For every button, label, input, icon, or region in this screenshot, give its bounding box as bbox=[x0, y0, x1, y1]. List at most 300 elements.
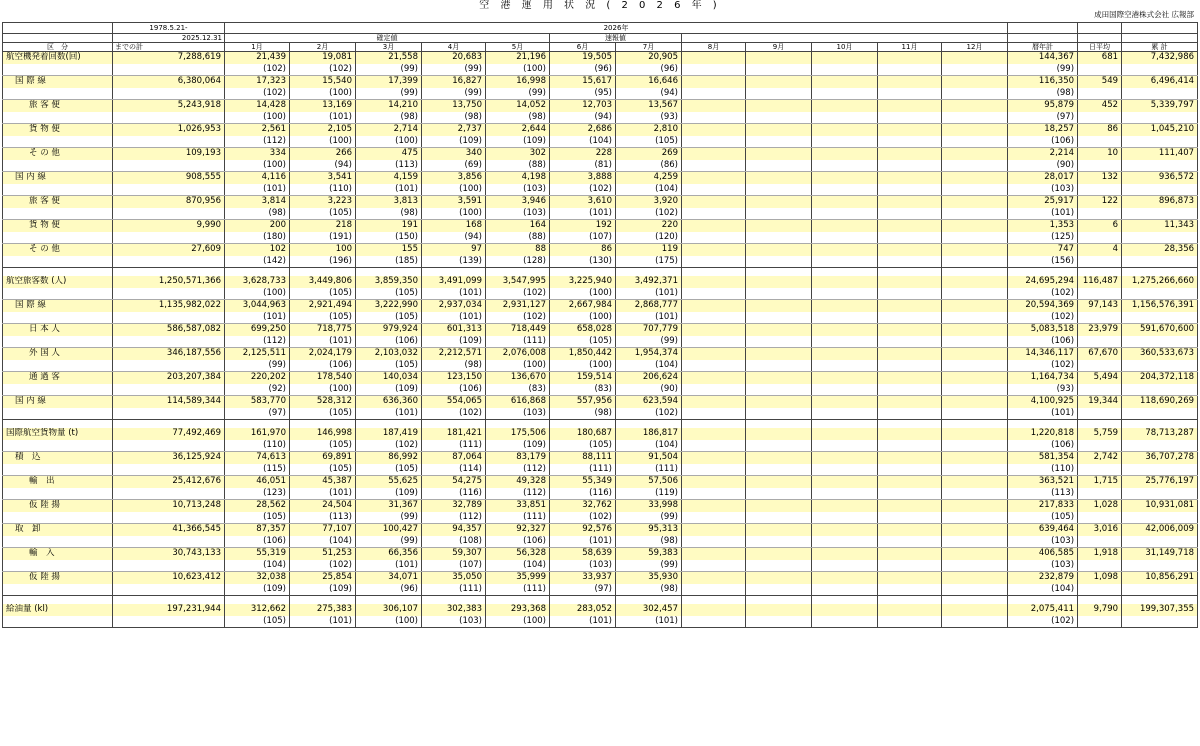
cell-month-value bbox=[682, 348, 746, 360]
cell-month-value: 181,421 bbox=[422, 428, 486, 440]
cell-month-ratio bbox=[682, 112, 746, 124]
row-label: 国 内 線 bbox=[3, 172, 113, 184]
cell-total: 936,572 bbox=[1122, 172, 1198, 184]
cell-month-ratio bbox=[812, 160, 878, 172]
cell-month-ratio bbox=[812, 560, 878, 572]
cell-daily: 10 bbox=[1078, 148, 1122, 160]
empty-cell bbox=[3, 384, 113, 396]
cell-month-value bbox=[746, 476, 812, 488]
empty-cell bbox=[616, 596, 682, 605]
cell-month-value: 15,617 bbox=[550, 76, 616, 88]
empty-cell bbox=[113, 208, 225, 220]
cell-month-value bbox=[812, 524, 878, 536]
empty-cell bbox=[3, 360, 113, 372]
cell-month-ratio: (185) bbox=[356, 256, 422, 268]
empty-cell bbox=[290, 420, 356, 429]
cell-month-ratio: (100) bbox=[550, 360, 616, 372]
cell-month-value bbox=[942, 428, 1008, 440]
cell-month-value: 25,854 bbox=[290, 572, 356, 584]
cell-month-ratio: (100) bbox=[356, 616, 422, 628]
cell-ytd-ratio: (106) bbox=[1008, 440, 1078, 452]
cell-month-ratio bbox=[878, 232, 942, 244]
empty-cell bbox=[356, 268, 422, 277]
cell-ytd: 20,594,369 bbox=[1008, 300, 1078, 312]
empty-cell bbox=[1122, 616, 1198, 628]
cell-ytd-ratio: (102) bbox=[1008, 288, 1078, 300]
cell-month-value: 87,357 bbox=[225, 524, 290, 536]
cell-month-value: 275,383 bbox=[290, 604, 356, 616]
cell-month-value: 475 bbox=[356, 148, 422, 160]
cell-month-ratio: (105) bbox=[290, 464, 356, 476]
cell-month-value bbox=[942, 500, 1008, 512]
empty-cell bbox=[3, 408, 113, 420]
cell-month-value: 2,921,494 bbox=[290, 300, 356, 312]
cell-month-ratio bbox=[746, 512, 812, 524]
cell-month-ratio: (104) bbox=[616, 360, 682, 372]
cell-month-ratio: (97) bbox=[225, 408, 290, 420]
cell-total: 10,931,081 bbox=[1122, 500, 1198, 512]
cell-month-ratio: (90) bbox=[616, 384, 682, 396]
empty-cell bbox=[1078, 136, 1122, 148]
cell-month-value bbox=[746, 548, 812, 560]
cell-month-value: 21,558 bbox=[356, 52, 422, 64]
cell-month-value bbox=[878, 396, 942, 408]
cell-month-value bbox=[812, 220, 878, 232]
cell-daily: 5,759 bbox=[1078, 428, 1122, 440]
cell-month-value: 97 bbox=[422, 244, 486, 256]
empty-cell bbox=[225, 420, 290, 429]
cell-month-ratio: (109) bbox=[486, 136, 550, 148]
cell-month-value: 55,319 bbox=[225, 548, 290, 560]
empty-cell bbox=[616, 420, 682, 429]
row-label: 輸 入 bbox=[3, 548, 113, 560]
cell-month-ratio bbox=[682, 536, 746, 548]
row-label: 旅 客 便 bbox=[3, 100, 113, 112]
cell-month-value: 35,050 bbox=[422, 572, 486, 584]
cell-month-ratio bbox=[878, 184, 942, 196]
cell-month-ratio: (109) bbox=[225, 584, 290, 596]
table-row bbox=[3, 52, 1198, 64]
cell-month-value: 14,428 bbox=[225, 100, 290, 112]
cell-month-value bbox=[746, 148, 812, 160]
cell-month-ratio: (111) bbox=[486, 512, 550, 524]
cell-month-ratio bbox=[812, 584, 878, 596]
table-row bbox=[3, 572, 1198, 584]
cell-month-ratio: (105) bbox=[550, 336, 616, 348]
empty-cell bbox=[942, 268, 1008, 277]
cell-ytd: 581,354 bbox=[1008, 452, 1078, 464]
cell-month-ratio bbox=[746, 288, 812, 300]
cell-daily: 67,670 bbox=[1078, 348, 1122, 360]
empty-cell bbox=[113, 464, 225, 476]
cell-month-value bbox=[746, 604, 812, 616]
cell-month-ratio bbox=[812, 360, 878, 372]
cell-month-ratio: (105) bbox=[356, 288, 422, 300]
cell-month-ratio: (99) bbox=[486, 88, 550, 100]
empty-cell bbox=[3, 440, 113, 452]
cell-ytd: 1,220,818 bbox=[1008, 428, 1078, 440]
cell-month-ratio: (101) bbox=[550, 536, 616, 548]
cell-month-value: 2,937,034 bbox=[422, 300, 486, 312]
cell-daily: 1,098 bbox=[1078, 572, 1122, 584]
cell-month-ratio bbox=[682, 616, 746, 628]
cell-month-value: 312,662 bbox=[225, 604, 290, 616]
cell-month-value: 86 bbox=[550, 244, 616, 256]
cell-month-value bbox=[878, 148, 942, 160]
cell-month-ratio bbox=[878, 616, 942, 628]
cell-month-ratio bbox=[942, 112, 1008, 124]
cell-month-value bbox=[812, 500, 878, 512]
cell-cumulative: 77,492,469 bbox=[113, 428, 225, 440]
empty-cell bbox=[1078, 360, 1122, 372]
cell-daily: 549 bbox=[1078, 76, 1122, 88]
empty-cell bbox=[1078, 464, 1122, 476]
header-month: 2月 bbox=[290, 43, 356, 52]
cell-month-ratio: (109) bbox=[356, 488, 422, 500]
empty-cell bbox=[113, 584, 225, 596]
cell-month-value bbox=[878, 52, 942, 64]
empty-cell bbox=[1078, 268, 1122, 277]
cell-ytd: 1,353 bbox=[1008, 220, 1078, 232]
empty-cell bbox=[113, 232, 225, 244]
cell-month-value bbox=[682, 276, 746, 288]
cell-ytd-ratio: (103) bbox=[1008, 560, 1078, 572]
empty-cell bbox=[1078, 616, 1122, 628]
cell-month-ratio: (112) bbox=[486, 464, 550, 476]
empty-cell bbox=[1122, 312, 1198, 324]
empty-cell bbox=[1008, 420, 1078, 429]
cell-month-ratio: (142) bbox=[225, 256, 290, 268]
cell-month-ratio: (112) bbox=[225, 336, 290, 348]
cell-month-value: 3,628,733 bbox=[225, 276, 290, 288]
cell-month-value bbox=[746, 220, 812, 232]
cell-month-ratio bbox=[878, 488, 942, 500]
cell-month-ratio: (180) bbox=[225, 232, 290, 244]
cell-month-ratio: (103) bbox=[422, 616, 486, 628]
cell-month-value: 4,198 bbox=[486, 172, 550, 184]
cell-month-value: 2,644 bbox=[486, 124, 550, 136]
cell-total: 360,533,673 bbox=[1122, 348, 1198, 360]
cell-ytd-ratio: (103) bbox=[1008, 536, 1078, 548]
cell-month-value: 192 bbox=[550, 220, 616, 232]
cell-month-value bbox=[942, 52, 1008, 64]
cell-ytd: 639,464 bbox=[1008, 524, 1078, 536]
cell-total: 118,690,269 bbox=[1122, 396, 1198, 408]
cell-cumulative: 586,587,082 bbox=[113, 324, 225, 336]
cell-month-ratio bbox=[878, 136, 942, 148]
cell-month-ratio: (102) bbox=[356, 440, 422, 452]
cell-ytd: 232,879 bbox=[1008, 572, 1078, 584]
cell-month-value: 34,071 bbox=[356, 572, 422, 584]
cell-ytd: 2,214 bbox=[1008, 148, 1078, 160]
cell-month-ratio: (105) bbox=[290, 440, 356, 452]
empty-cell bbox=[1008, 268, 1078, 277]
cell-month-value: 16,998 bbox=[486, 76, 550, 88]
cell-month-ratio: (99) bbox=[422, 88, 486, 100]
header-blank bbox=[1078, 23, 1122, 34]
cell-month-value: 123,150 bbox=[422, 372, 486, 384]
cell-month-ratio bbox=[682, 512, 746, 524]
cell-month-ratio: (104) bbox=[486, 560, 550, 572]
header-month: 12月 bbox=[942, 43, 1008, 52]
cell-month-value: 21,439 bbox=[225, 52, 290, 64]
cell-month-ratio bbox=[812, 536, 878, 548]
cell-month-ratio: (100) bbox=[290, 88, 356, 100]
cell-month-ratio bbox=[682, 408, 746, 420]
cell-month-value: 159,514 bbox=[550, 372, 616, 384]
empty-cell bbox=[1078, 488, 1122, 500]
cell-month-value bbox=[812, 124, 878, 136]
header-blank bbox=[1078, 34, 1122, 43]
cell-month-value: 293,368 bbox=[486, 604, 550, 616]
cell-cumulative: 10,623,412 bbox=[113, 572, 225, 584]
cell-month-value: 91,504 bbox=[616, 452, 682, 464]
cell-month-value: 206,624 bbox=[616, 372, 682, 384]
cell-month-value bbox=[942, 372, 1008, 384]
cell-month-ratio: (112) bbox=[486, 488, 550, 500]
cell-daily: 1,715 bbox=[1078, 476, 1122, 488]
cell-month-ratio bbox=[878, 536, 942, 548]
cell-month-value: 3,920 bbox=[616, 196, 682, 208]
cell-month-value: 88 bbox=[486, 244, 550, 256]
cell-month-ratio bbox=[746, 440, 812, 452]
cell-month-ratio: (100) bbox=[290, 384, 356, 396]
cell-month-value: 302,457 bbox=[616, 604, 682, 616]
cell-month-value: 100 bbox=[290, 244, 356, 256]
cell-month-value: 2,810 bbox=[616, 124, 682, 136]
cell-month-ratio bbox=[682, 464, 746, 476]
cell-month-ratio: (102) bbox=[422, 408, 486, 420]
cell-month-ratio bbox=[878, 440, 942, 452]
cell-month-value: 146,998 bbox=[290, 428, 356, 440]
header-month: 1月 bbox=[225, 43, 290, 52]
empty-cell bbox=[1122, 512, 1198, 524]
cell-month-ratio bbox=[942, 88, 1008, 100]
cell-month-value: 16,646 bbox=[616, 76, 682, 88]
cell-month-value: 3,814 bbox=[225, 196, 290, 208]
empty-cell bbox=[422, 268, 486, 277]
cell-month-ratio bbox=[746, 208, 812, 220]
cell-month-ratio: (99) bbox=[356, 64, 422, 76]
empty-cell bbox=[682, 420, 746, 429]
cell-month-value bbox=[812, 100, 878, 112]
empty-cell bbox=[1122, 596, 1198, 605]
cell-month-ratio bbox=[746, 536, 812, 548]
cell-month-ratio: (139) bbox=[422, 256, 486, 268]
cell-month-value: 658,028 bbox=[550, 324, 616, 336]
cell-month-ratio bbox=[812, 312, 878, 324]
cell-month-value: 33,851 bbox=[486, 500, 550, 512]
row-label: 仮 陸 揚 bbox=[3, 572, 113, 584]
cell-month-value: 102 bbox=[225, 244, 290, 256]
empty-cell bbox=[3, 312, 113, 324]
cell-month-value: 3,222,990 bbox=[356, 300, 422, 312]
cell-ytd: 18,257 bbox=[1008, 124, 1078, 136]
table-row bbox=[3, 604, 1198, 616]
cell-month-ratio: (107) bbox=[422, 560, 486, 572]
cell-month-value: 168 bbox=[422, 220, 486, 232]
table-row bbox=[3, 324, 1198, 336]
empty-cell bbox=[1078, 88, 1122, 100]
cell-month-ratio bbox=[878, 112, 942, 124]
cell-month-ratio: (105) bbox=[290, 208, 356, 220]
empty-cell bbox=[1122, 268, 1198, 277]
cell-month-value bbox=[878, 196, 942, 208]
cell-month-value: 557,956 bbox=[550, 396, 616, 408]
header-blank bbox=[3, 23, 113, 34]
cell-month-value: 136,670 bbox=[486, 372, 550, 384]
cell-month-value bbox=[746, 100, 812, 112]
empty-cell bbox=[1122, 232, 1198, 244]
cell-month-value bbox=[746, 452, 812, 464]
cell-month-value bbox=[878, 100, 942, 112]
cell-month-value bbox=[682, 396, 746, 408]
cell-month-ratio bbox=[746, 64, 812, 76]
header-month: 3月 bbox=[356, 43, 422, 52]
cell-month-ratio: (104) bbox=[616, 184, 682, 196]
cell-month-ratio: (100) bbox=[225, 112, 290, 124]
empty-cell bbox=[746, 420, 812, 429]
row-label: 日 本 人 bbox=[3, 324, 113, 336]
empty-cell bbox=[113, 616, 225, 628]
cell-month-value: 74,613 bbox=[225, 452, 290, 464]
cell-month-ratio bbox=[942, 256, 1008, 268]
empty-cell bbox=[3, 560, 113, 572]
empty-cell bbox=[1122, 208, 1198, 220]
cell-month-ratio: (100) bbox=[422, 208, 486, 220]
cell-month-ratio bbox=[746, 136, 812, 148]
table-row-ratio bbox=[3, 360, 1198, 372]
cell-month-value: 119 bbox=[616, 244, 682, 256]
cell-month-value bbox=[682, 604, 746, 616]
cell-month-ratio bbox=[682, 256, 746, 268]
cell-cumulative: 9,990 bbox=[113, 220, 225, 232]
empty-cell bbox=[3, 184, 113, 196]
cell-total: 42,006,009 bbox=[1122, 524, 1198, 536]
cell-month-ratio bbox=[942, 408, 1008, 420]
cell-month-value: 306,107 bbox=[356, 604, 422, 616]
empty-cell bbox=[812, 420, 878, 429]
cell-month-value bbox=[942, 172, 1008, 184]
table-row-ratio bbox=[3, 536, 1198, 548]
header-blank bbox=[1122, 23, 1198, 34]
cell-month-value bbox=[878, 276, 942, 288]
empty-cell bbox=[113, 360, 225, 372]
cell-month-value bbox=[682, 100, 746, 112]
cell-total: 1,156,576,391 bbox=[1122, 300, 1198, 312]
cell-month-ratio: (99) bbox=[356, 512, 422, 524]
cell-month-ratio: (98) bbox=[225, 208, 290, 220]
cell-month-ratio: (108) bbox=[422, 536, 486, 548]
table-row-ratio bbox=[3, 464, 1198, 476]
table-row bbox=[3, 244, 1198, 256]
airport-operations-table bbox=[2, 22, 1198, 628]
cell-month-value bbox=[942, 452, 1008, 464]
cell-daily: 19,344 bbox=[1078, 396, 1122, 408]
header-prelim: 速報値 bbox=[550, 34, 682, 43]
cell-month-ratio: (101) bbox=[225, 184, 290, 196]
cell-month-ratio bbox=[878, 288, 942, 300]
cell-month-ratio: (150) bbox=[356, 232, 422, 244]
cell-ytd-ratio: (98) bbox=[1008, 88, 1078, 100]
cell-month-value: 1,954,374 bbox=[616, 348, 682, 360]
cell-month-ratio: (96) bbox=[356, 584, 422, 596]
cell-month-value bbox=[878, 524, 942, 536]
empty-cell bbox=[356, 420, 422, 429]
cell-month-value bbox=[682, 372, 746, 384]
row-label: 貨 物 便 bbox=[3, 124, 113, 136]
empty-cell bbox=[1078, 420, 1122, 429]
header-cum-line2: 2025.12.31 bbox=[113, 34, 225, 43]
empty-cell bbox=[1078, 160, 1122, 172]
empty-cell bbox=[1078, 256, 1122, 268]
cell-month-ratio: (101) bbox=[550, 208, 616, 220]
cell-month-ratio bbox=[942, 488, 1008, 500]
cell-month-ratio: (100) bbox=[486, 616, 550, 628]
empty-cell bbox=[422, 596, 486, 605]
cell-month-value bbox=[878, 348, 942, 360]
cell-month-value bbox=[878, 428, 942, 440]
cell-month-value: 2,105 bbox=[290, 124, 356, 136]
cell-month-ratio: (100) bbox=[550, 288, 616, 300]
cell-month-ratio: (104) bbox=[616, 440, 682, 452]
cell-cumulative: 197,231,944 bbox=[113, 604, 225, 616]
cell-ytd-ratio: (106) bbox=[1008, 136, 1078, 148]
cell-month-ratio: (83) bbox=[486, 384, 550, 396]
empty-cell bbox=[1078, 536, 1122, 548]
cell-month-value: 164 bbox=[486, 220, 550, 232]
cell-ytd: 4,100,925 bbox=[1008, 396, 1078, 408]
cell-month-value bbox=[812, 172, 878, 184]
cell-month-value bbox=[746, 524, 812, 536]
cell-month-ratio: (111) bbox=[486, 584, 550, 596]
header-month: 4月 bbox=[422, 43, 486, 52]
cell-month-value bbox=[746, 244, 812, 256]
empty-cell bbox=[942, 596, 1008, 605]
cell-month-value bbox=[942, 100, 1008, 112]
cell-month-value: 87,064 bbox=[422, 452, 486, 464]
cell-month-value: 13,750 bbox=[422, 100, 486, 112]
cell-ytd-ratio: (113) bbox=[1008, 488, 1078, 500]
table-row-ratio bbox=[3, 112, 1198, 124]
cell-month-ratio: (94) bbox=[422, 232, 486, 244]
row-label: 旅 客 便 bbox=[3, 196, 113, 208]
table-row bbox=[3, 76, 1198, 88]
cell-month-value bbox=[878, 172, 942, 184]
cell-total: 7,432,986 bbox=[1122, 52, 1198, 64]
cell-month-ratio: (105) bbox=[616, 136, 682, 148]
row-label: 給油量 (kl) bbox=[3, 604, 113, 616]
cell-month-ratio: (98) bbox=[422, 112, 486, 124]
cell-month-value: 92,576 bbox=[550, 524, 616, 536]
cell-month-ratio bbox=[942, 616, 1008, 628]
table-row bbox=[3, 428, 1198, 440]
cell-month-value: 24,504 bbox=[290, 500, 356, 512]
empty-cell bbox=[1078, 312, 1122, 324]
table-row-ratio bbox=[3, 184, 1198, 196]
cell-month-ratio: (93) bbox=[616, 112, 682, 124]
empty-cell bbox=[1078, 560, 1122, 572]
cell-month-ratio bbox=[682, 488, 746, 500]
cell-ytd-ratio: (102) bbox=[1008, 360, 1078, 372]
cell-daily: 122 bbox=[1078, 196, 1122, 208]
cell-total: 28,356 bbox=[1122, 244, 1198, 256]
cell-month-ratio: (106) bbox=[290, 360, 356, 372]
row-label: 通 過 客 bbox=[3, 372, 113, 384]
cell-month-ratio bbox=[878, 312, 942, 324]
cell-month-value bbox=[812, 372, 878, 384]
cell-month-value: 3,225,940 bbox=[550, 276, 616, 288]
